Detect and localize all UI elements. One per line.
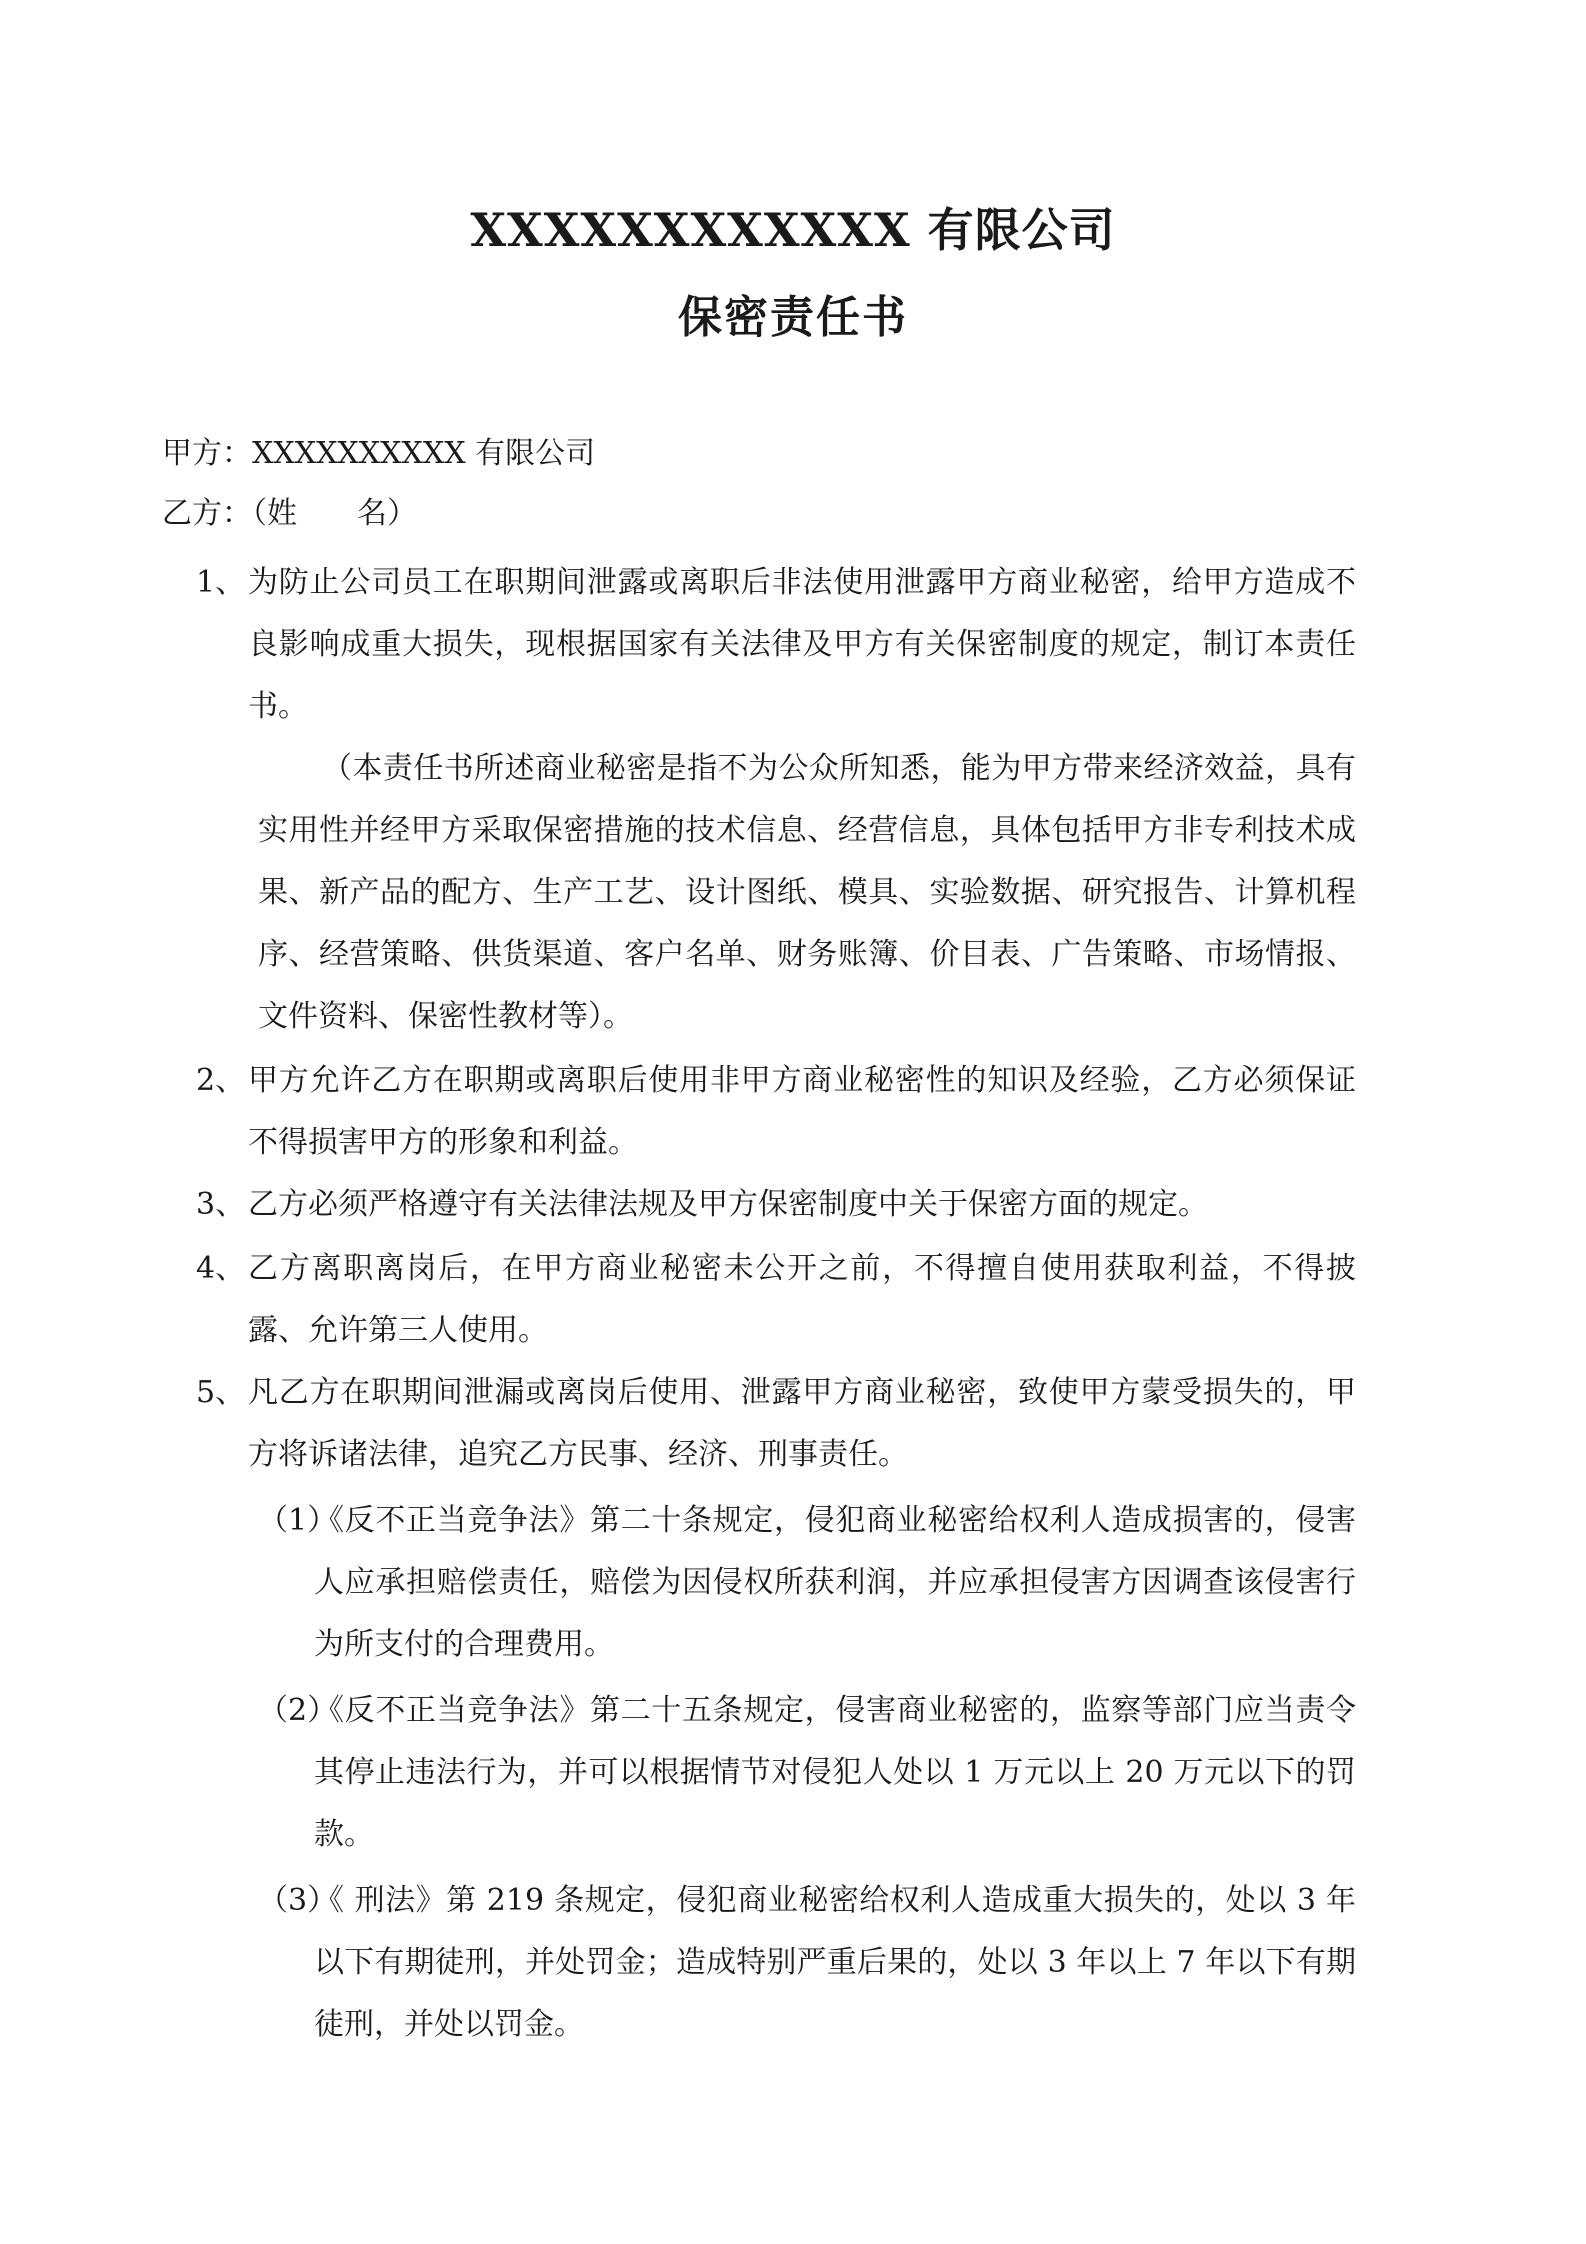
clause-4	[196, 1238, 1356, 1362]
sub-clause-text: 《反不正当竞争法》第二十五条规定，侵害商业秘密的，监察等部门应当责令其停止违法行为，并可以根据情节对侵犯人处以 1 万元以上 20 万元以下的罚款。	[314, 1693, 1356, 1852]
clause-text: 凡乙方在职期间泄漏或离岗后使用、泄露甲方商业秘密，致使甲方蒙受损失的，甲方将诉诸法律，追究乙方民事、经济、刑事责任。	[248, 1375, 1356, 1472]
clause-number: 5、	[196, 1375, 246, 1410]
sub-clause-2	[258, 1680, 1356, 1866]
party-a-line: 甲方：XXXXXXXXXX 有限公司	[162, 436, 596, 471]
sub-clause-number: （2）	[258, 1693, 338, 1728]
company-title: XXXXXXXXXXXX 有限公司	[470, 203, 1116, 257]
document-title: 保密责任书	[678, 292, 908, 343]
clause-number: 2、	[196, 1063, 246, 1098]
clause-number: 1、	[196, 565, 246, 600]
clause-text: 乙方离职离岗后，在甲方商业秘密未公开之前，不得擅自使用获取利益，不得披露、允许第三人使用。	[248, 1251, 1356, 1348]
sub-clause-number: （3）	[258, 1883, 338, 1918]
clause-text: 甲方允许乙方在职期或离职后使用非甲方商业秘密性的知识及经验，乙方必须保证不得损害甲方的形象和利益。	[248, 1063, 1356, 1160]
sub-clause-text: 《反不正当竞争法》第二十条规定，侵犯商业秘密给权利人造成损害的，侵害人应承担赔偿责任，赔偿为因侵权所获利润，并应承担侵害方因调查该侵害行为所支付的合理费用。	[314, 1503, 1356, 1662]
clause-2	[196, 1050, 1356, 1174]
clause-3	[196, 1174, 1356, 1236]
clause-5	[196, 1362, 1356, 1486]
clause-text: 为防止公司员工在职期间泄露或离职后非法使用泄露甲方商业秘密，给甲方造成不良影响成重大损失，现根据国家有关法律及甲方有关保密制度的规定，制订本责任书。	[248, 565, 1356, 724]
trade-secret-note: （本责任书所述商业秘密是指不为公众所知悉，能为甲方带来经济效益，具有实用性并经甲方采取保密措施的技术信息、经营信息，具体包括甲方非专利技术成果、新产品的配方、生产工艺、设计图纸、模具、实验数据、研究报告、计算机程序、经营策略、供货渠道、客户名单、财务账簿、价目表、广告策略、市场情报、文件资料、保密性教材等）。	[258, 751, 1356, 1034]
party-b-line: 乙方：（姓 名）	[162, 496, 417, 531]
clause-1	[196, 552, 1356, 738]
clause-number: 3、	[196, 1187, 246, 1222]
sub-clause-number: （1）	[258, 1503, 338, 1538]
sub-clause-1	[258, 1490, 1356, 1676]
sub-clause-text: 《 刑法》第 219 条规定，侵犯商业秘密给权利人造成重大损失的，处以 3 年以下有期徒刑，并处罚金；造成特别严重后果的，处以 3 年以上 7 年以下有期徒刑，并处以罚金。	[314, 1883, 1356, 2042]
clause-text: 乙方必须严格遵守有关法律法规及甲方保密制度中关于保密方面的规定。	[248, 1187, 1208, 1222]
sub-clause-3	[258, 1870, 1356, 2056]
clause-number: 4、	[196, 1251, 246, 1286]
